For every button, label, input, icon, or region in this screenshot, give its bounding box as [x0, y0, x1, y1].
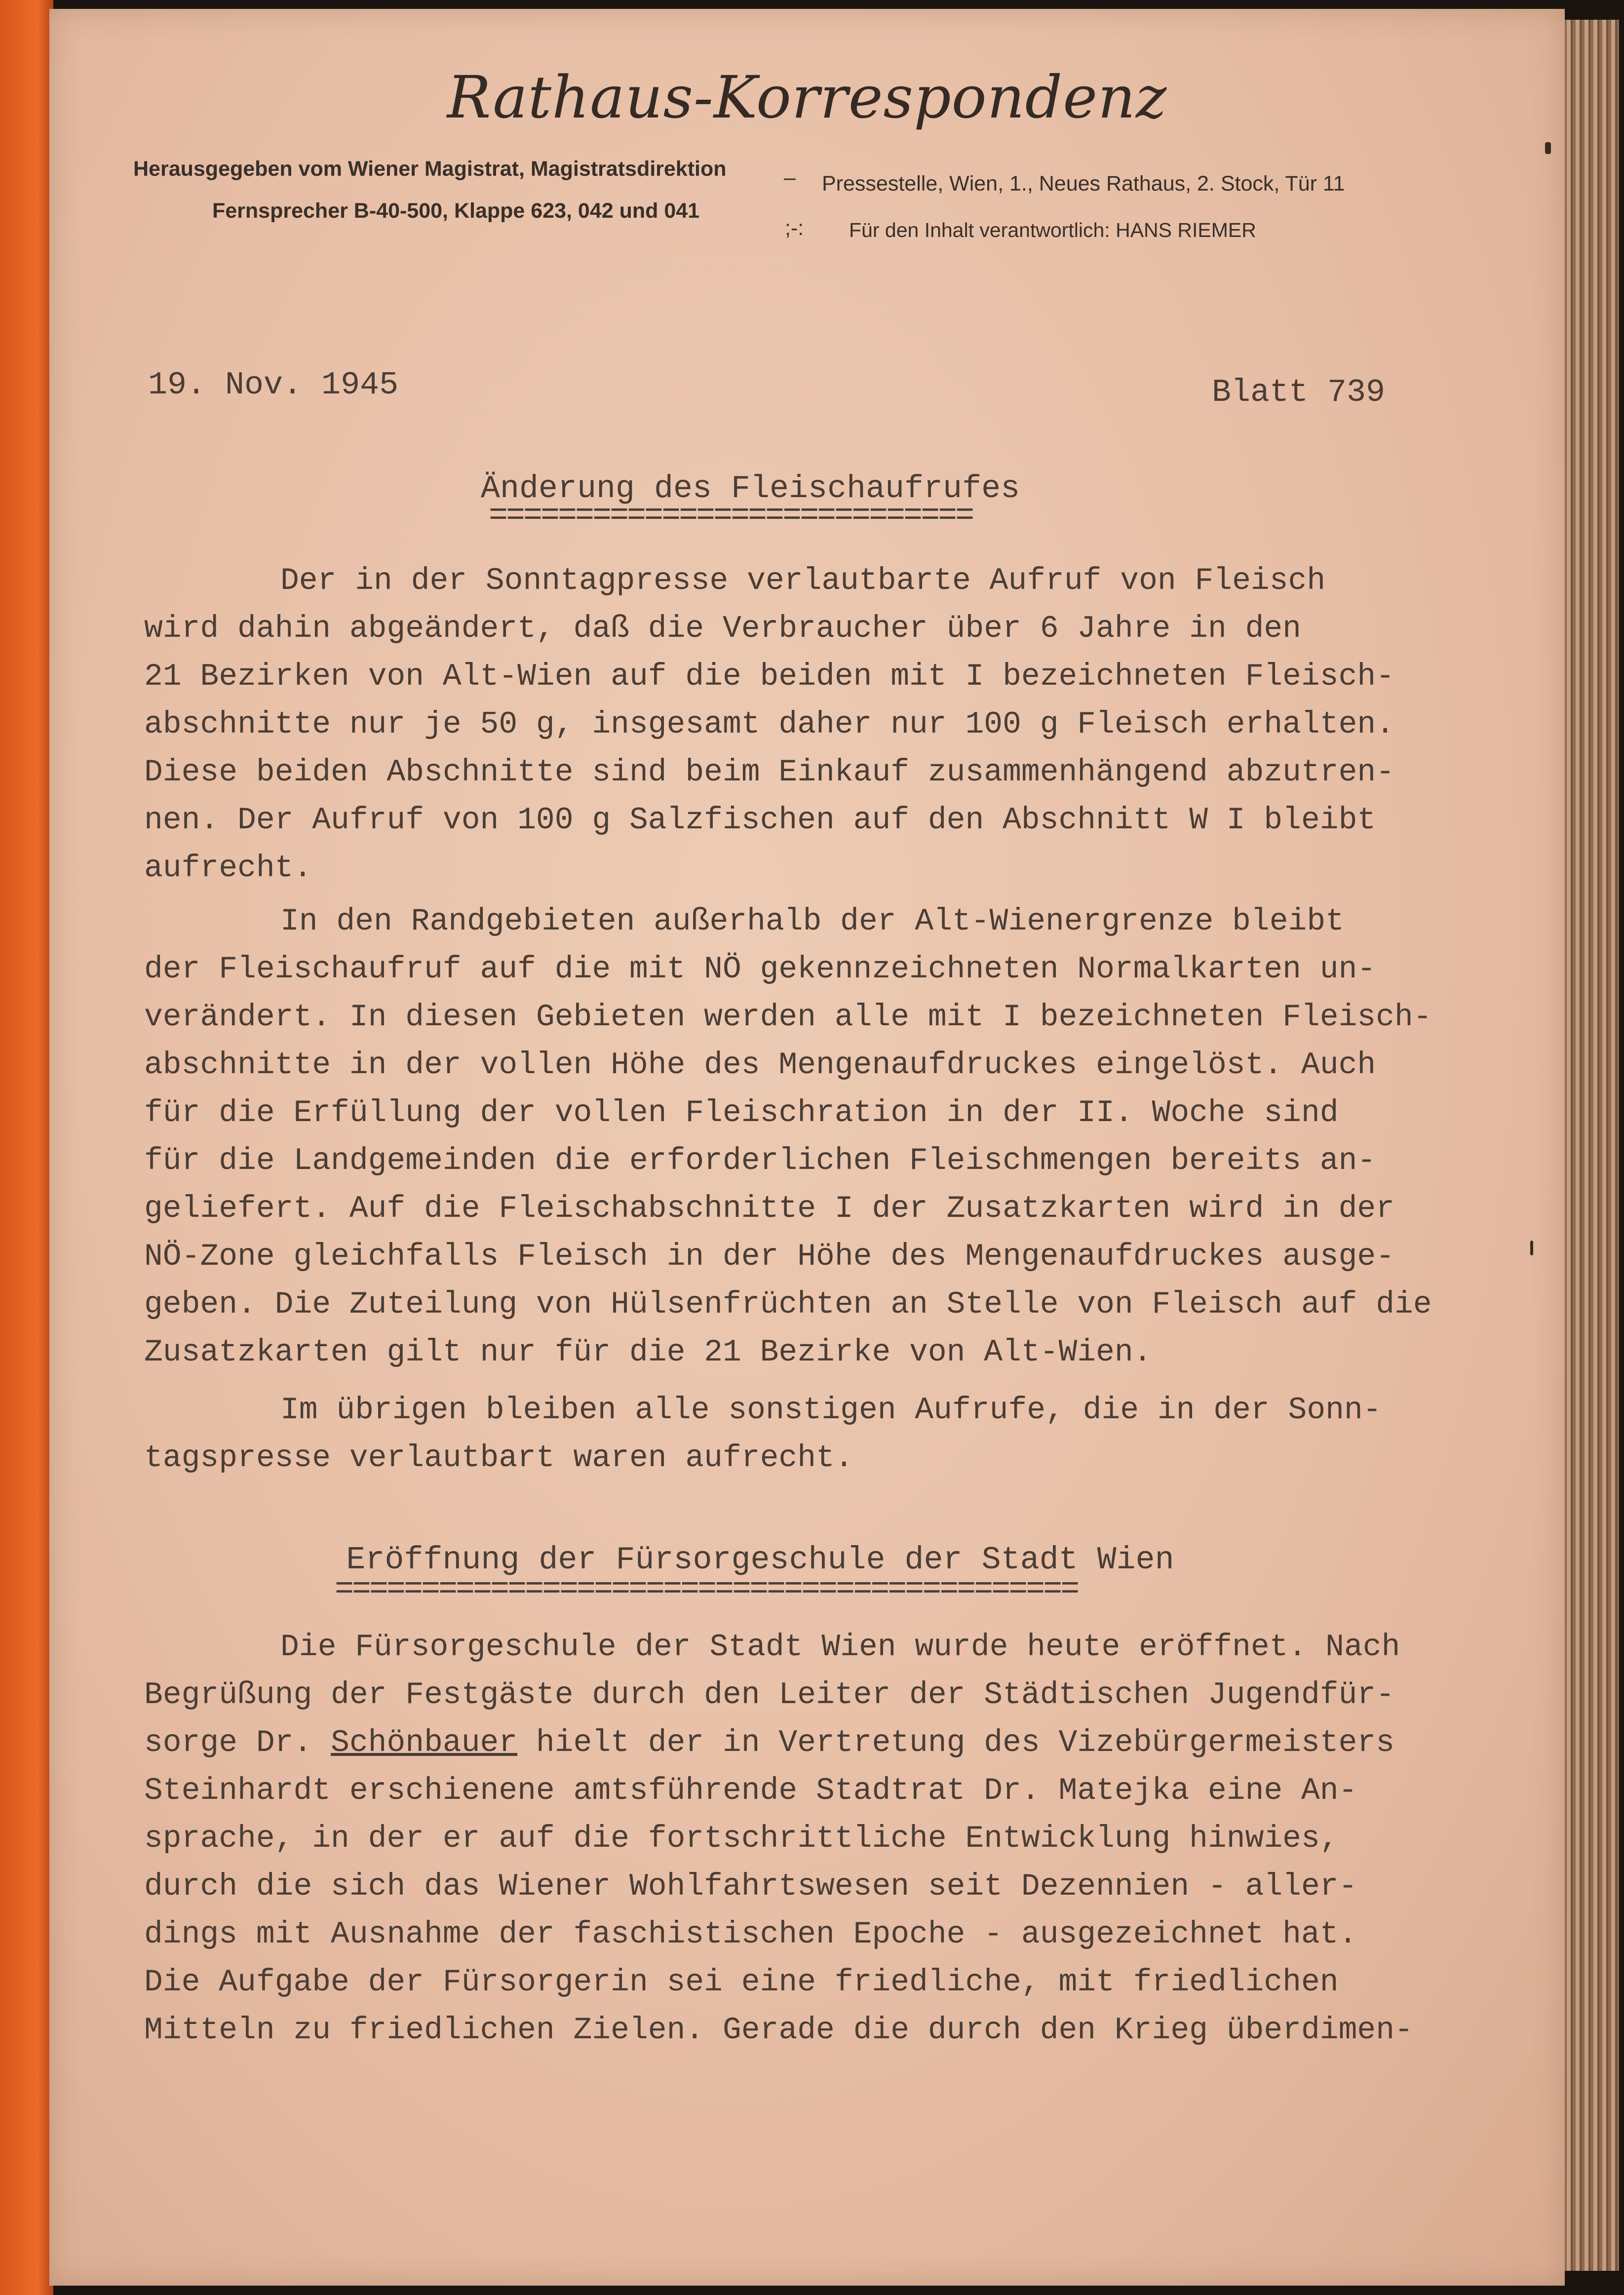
article-1-paragraph-1: [144, 557, 1551, 892]
text-line: durch die sich das Wiener Wohlfahrtswesen seit Dezennien - aller-: [144, 1869, 1357, 1904]
text-line: sprache, in der er auf die fortschrittliche Entwicklung hinwies,: [144, 1821, 1339, 1856]
text-line: Steinhardt erschienene amtsführende Stadtrat Dr. Matejka eine An-: [144, 1773, 1357, 1808]
text-line: Die Aufgabe der Fürsorgerin sei eine friedliche, mit friedlichen: [144, 1965, 1339, 2000]
text-line: Begrüßung der Festgäste durch den Leiter der Städtischen Jugendfür-: [144, 1677, 1395, 1712]
article-1-underline: ============================: [489, 498, 973, 534]
text-line: nen. Der Aufruf von 100 g Salzfischen auf den Abschnitt W I bleibt: [144, 803, 1376, 838]
text-line: Die Fürsorgeschule der Stadt Wien wurde heute eröffnet. Nach: [280, 1630, 1400, 1665]
text-line: Der in der Sonntagpresse verlautbarte Aufruf von Fleisch: [280, 563, 1326, 598]
underlined-name: Schönbauer: [331, 1725, 518, 1760]
text-line: verändert. In diesen Gebieten werden alle mit I bezeichneten Fleisch-: [144, 1000, 1432, 1035]
text-line: geben. Die Zuteilung von Hülsenfrüchten an Stelle von Fleisch auf die: [144, 1287, 1432, 1322]
binder-strip: [0, 0, 53, 2295]
text-line: für die Erfüllung der vollen Fleischration in der II. Woche sind: [144, 1095, 1339, 1130]
text-line: In den Randgebieten außerhalb der Alt-Wienergrenze bleibt: [280, 904, 1344, 939]
text-segment: sorge Dr.: [144, 1725, 331, 1760]
date: 19. Nov. 1945: [148, 367, 399, 403]
text-line: der Fleischaufruf auf die mit NÖ gekennzeichneten Normalkarten un-: [144, 952, 1376, 987]
text-line: Mitteln zu friedlichen Zielen. Gerade die durch den Krieg überdimen-: [144, 2013, 1413, 2048]
article-1-title: Änderung des Fleischaufrufes: [480, 470, 1020, 507]
ink-speck: [1530, 1241, 1533, 1255]
text-segment: hielt der in Vertretung des Vizebürgermeisters: [517, 1725, 1395, 1760]
article-2-underline: ===========================================: [335, 1571, 1078, 1608]
publisher-line: Herausgegeben vom Wiener Magistrat, Magistratsdirektion: [133, 157, 727, 181]
sheet-number: Blatt 739: [1212, 374, 1386, 411]
text-line: [144, 1719, 1551, 1767]
press-office-line: Pressestelle, Wien, 1., Neues Rathaus, 2. Stock, Tür 11: [822, 172, 1345, 195]
header-dash: –: [784, 166, 796, 190]
article-2-title: Eröffnung der Fürsorgeschule der Stadt Wien: [346, 1542, 1174, 1578]
text-line: dings mit Ausnahme der faschistischen Epoche - ausgezeichnet hat.: [144, 1917, 1357, 1952]
ink-speck: [1545, 142, 1551, 154]
document-page: [49, 9, 1565, 2286]
text-line: abschnitte in der vollen Höhe des Mengenaufdruckes eingelöst. Auch: [144, 1048, 1376, 1083]
text-line: Im übrigen bleiben alle sonstigen Aufrufe, die in der Sonn-: [280, 1393, 1382, 1428]
article-1-paragraph-3: [144, 1386, 1551, 1482]
article-1-paragraph-2: [144, 897, 1551, 1376]
text-line: NÖ-Zone gleichfalls Fleisch in der Höhe des Mengenaufdruckes ausge-: [144, 1239, 1395, 1274]
text-line: geliefert. Auf die Fleischabschnitte I der Zusatzkarten wird in der: [144, 1191, 1395, 1226]
text-line: 21 Bezirken von Alt-Wien auf die beiden mit I bezeichneten Fleisch-: [144, 659, 1395, 694]
responsible-line: Für den Inhalt verantwortlich: HANS RIEMER: [849, 219, 1256, 241]
text-line: tagspresse verlautbart waren aufrecht.: [144, 1440, 853, 1476]
text-line: für die Landgemeinden die erforderlichen Fleischmengen bereits an-: [144, 1143, 1376, 1178]
text-line: abschnitte nur je 50 g, insgesamt daher nur 100 g Fleisch erhalten.: [144, 707, 1395, 742]
article-2-paragraph: [144, 1623, 1551, 2054]
text-line: aufrecht.: [144, 851, 312, 886]
text-line: Diese beiden Abschnitte sind beim Einkauf zusammenhängend abzutren-: [144, 755, 1395, 790]
header-separator: ;-:: [785, 216, 804, 240]
phone-line: Fernsprecher B-40-500, Klappe 623, 042 und 041: [212, 199, 700, 223]
masthead-title: Rathaus-Korrespondenz: [447, 63, 1167, 131]
text-line: Zusatzkarten gilt nur für die 21 Bezirke von Alt-Wien.: [144, 1335, 1152, 1370]
text-line: wird dahin abgeändert, daß die Verbraucher über 6 Jahre in den: [144, 611, 1301, 646]
